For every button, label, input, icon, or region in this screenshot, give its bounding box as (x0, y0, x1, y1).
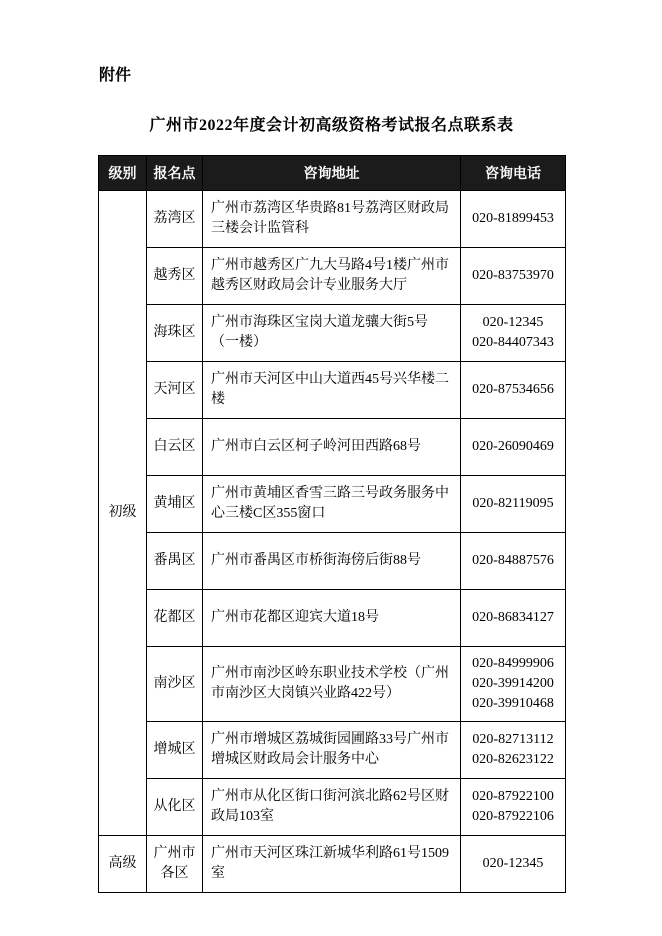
phone-cell (461, 305, 566, 362)
table-row (99, 722, 566, 779)
address-cell: 广州市越秀区广九大马路4号1楼广州市越秀区财政局会计专业服务大厅 (203, 248, 461, 305)
table-row (99, 590, 566, 647)
phone-number: 020-12345 (482, 315, 544, 330)
phone-number: 020-39914200 (472, 676, 554, 691)
phone-number: 020-86834127 (472, 610, 554, 625)
level-cell: 高级 (99, 836, 147, 893)
phone-cell (461, 476, 566, 533)
registration-point-cell: 广州市各区 (147, 836, 203, 893)
address-cell: 广州市天河区珠江新城华利路61号1509室 (203, 836, 461, 893)
header-level: 级别 (99, 156, 147, 191)
registration-point-cell: 花都区 (147, 590, 203, 647)
header-phone: 咨询电话 (461, 156, 566, 191)
registration-point-cell: 海珠区 (147, 305, 203, 362)
address-cell: 广州市海珠区宝岗大道龙骧大街5号（一楼） (203, 305, 461, 362)
table-row (99, 305, 566, 362)
phone-cell (461, 836, 566, 893)
table-row (99, 248, 566, 305)
address-cell: 广州市花都区迎宾大道18号 (203, 590, 461, 647)
table-row (99, 836, 566, 893)
phone-number: 020-82623122 (472, 752, 554, 767)
phone-number: 020-84407343 (472, 335, 554, 350)
table-header-row (99, 156, 566, 191)
phone-cell (461, 362, 566, 419)
registration-point-cell: 荔湾区 (147, 191, 203, 248)
phone-number: 020-87922106 (472, 809, 554, 824)
registration-point-cell: 番禺区 (147, 533, 203, 590)
phone-cell (461, 191, 566, 248)
phone-number: 020-84999906 (472, 656, 554, 671)
registration-point-cell: 黄埔区 (147, 476, 203, 533)
table-row (99, 647, 566, 722)
phone-number: 020-87534656 (472, 382, 554, 397)
registration-point-cell: 天河区 (147, 362, 203, 419)
registration-point-cell: 越秀区 (147, 248, 203, 305)
phone-cell (461, 419, 566, 476)
address-cell: 广州市白云区柯子岭河田西路68号 (203, 419, 461, 476)
page-title: 广州市2022年度会计初高级资格考试报名点联系表 (149, 117, 514, 134)
address-cell: 广州市番禺区市桥街海傍后街88号 (203, 533, 461, 590)
address-cell: 广州市增城区荔城街园圃路33号广州市增城区财政局会计服务中心 (203, 722, 461, 779)
phone-cell (461, 590, 566, 647)
table-row (99, 419, 566, 476)
phone-number: 020-83753970 (472, 268, 554, 283)
registration-point-cell: 南沙区 (147, 647, 203, 722)
address-cell: 广州市黄埔区香雪三路三号政务服务中心三楼C区355窗口 (203, 476, 461, 533)
address-cell: 广州市天河区中山大道西45号兴华楼二楼 (203, 362, 461, 419)
phone-number: 020-82119095 (472, 496, 554, 511)
table-row (99, 362, 566, 419)
attachment-label: 附件 (99, 67, 132, 84)
phone-cell (461, 533, 566, 590)
table-row (99, 191, 566, 248)
table-row (99, 476, 566, 533)
level-cell: 初级 (99, 191, 147, 836)
contact-table (98, 155, 566, 893)
table-row (99, 533, 566, 590)
phone-cell (461, 779, 566, 836)
registration-point-cell: 白云区 (147, 419, 203, 476)
phone-number: 020-87922100 (472, 789, 554, 804)
header-point: 报名点 (147, 156, 203, 191)
registration-point-cell: 增城区 (147, 722, 203, 779)
registration-point-cell: 从化区 (147, 779, 203, 836)
address-cell: 广州市南沙区岭东职业技术学校（广州市南沙区大岗镇兴业路422号） (203, 647, 461, 722)
phone-number: 020-82713112 (472, 732, 554, 747)
address-cell: 广州市荔湾区华贵路81号荔湾区财政局三楼会计监管科 (203, 191, 461, 248)
phone-number: 020-26090469 (472, 439, 554, 454)
table-row (99, 779, 566, 836)
header-address: 咨询地址 (203, 156, 461, 191)
phone-cell (461, 722, 566, 779)
phone-cell (461, 647, 566, 722)
address-cell: 广州市从化区街口街河滨北路62号区财政局103室 (203, 779, 461, 836)
phone-number: 020-12345 (482, 856, 544, 871)
phone-number: 020-39910468 (472, 696, 554, 711)
phone-number: 020-84887576 (472, 553, 554, 568)
phone-number: 020-81899453 (472, 211, 554, 226)
phone-cell (461, 248, 566, 305)
